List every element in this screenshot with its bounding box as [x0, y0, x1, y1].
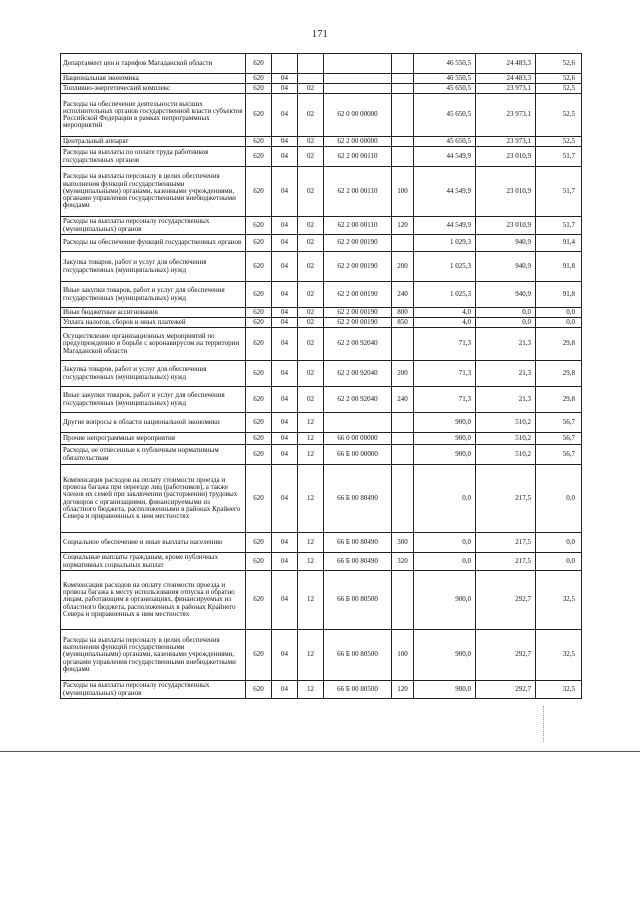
table-row: [61, 252, 582, 282]
cell-subsection-code: 02: [298, 328, 324, 361]
cell-executed-amount: 21,3: [476, 328, 536, 361]
cell-expense-type: [392, 74, 414, 84]
cell-section-code: 04: [272, 318, 298, 328]
table-row: [61, 413, 582, 433]
cell-execution-percent: 52,5: [536, 84, 582, 94]
cell-name: Закупка товаров, работ и услуг для обеспечения государственных (муниципальных) нужд: [61, 361, 246, 387]
cell-target-article: 66 Б 00 00000: [324, 445, 392, 465]
page-bottom-rule: [0, 751, 640, 752]
cell-executed-amount: 510,2: [476, 413, 536, 433]
cell-ministry-code: 620: [246, 235, 272, 252]
cell-section-code: 04: [272, 282, 298, 308]
cell-execution-percent: 29,8: [536, 328, 582, 361]
cell-section-code: 04: [272, 235, 298, 252]
cell-expense-type: 120: [392, 217, 414, 235]
cell-execution-percent: 91,8: [536, 282, 582, 308]
cell-subsection-code: [298, 74, 324, 84]
cell-planned-amount: 46 550,5: [414, 74, 476, 84]
cell-planned-amount: 900,0: [414, 445, 476, 465]
cell-execution-percent: 32,5: [536, 571, 582, 630]
cell-planned-amount: 900,0: [414, 413, 476, 433]
table-row: [61, 282, 582, 308]
cell-section-code: 04: [272, 445, 298, 465]
cell-section-code: 04: [272, 217, 298, 235]
table-row: [61, 387, 582, 413]
cell-execution-percent: 32,5: [536, 630, 582, 681]
cell-planned-amount: 4,0: [414, 308, 476, 318]
cell-execution-percent: 32,5: [536, 681, 582, 699]
cell-target-article: 66 Б 00 80500: [324, 571, 392, 630]
cell-expense-type: 200: [392, 252, 414, 282]
cell-target-article: 62 2 00 00190: [324, 252, 392, 282]
cell-section-code: 04: [272, 433, 298, 445]
table-row: [61, 445, 582, 465]
cell-planned-amount: 45 650,5: [414, 84, 476, 94]
cell-expense-type: [392, 147, 414, 167]
cell-subsection-code: 12: [298, 445, 324, 465]
cell-executed-amount: 940,9: [476, 235, 536, 252]
cell-expense-type: 120: [392, 681, 414, 699]
table-row: [61, 630, 582, 681]
cell-executed-amount: 217,5: [476, 465, 536, 533]
cell-name: Расходы на выплаты по оплате труда работников государственных органов: [61, 147, 246, 167]
cell-section-code: 04: [272, 361, 298, 387]
cell-subsection-code: 12: [298, 553, 324, 571]
cell-ministry-code: 620: [246, 413, 272, 433]
cell-ministry-code: 620: [246, 433, 272, 445]
cell-execution-percent: 29,8: [536, 361, 582, 387]
budget-execution-table: [60, 53, 582, 699]
table-row: [61, 433, 582, 445]
cell-executed-amount: 23 010,9: [476, 147, 536, 167]
cell-section-code: 04: [272, 167, 298, 217]
cell-expense-type: 240: [392, 387, 414, 413]
cell-expense-type: [392, 94, 414, 137]
cell-section-code: 04: [272, 387, 298, 413]
cell-executed-amount: 510,2: [476, 433, 536, 445]
cell-name: Центральный аппарат: [61, 137, 246, 147]
table-row: [61, 681, 582, 699]
cell-target-article: 66 Б 00 80490: [324, 533, 392, 553]
cell-subsection-code: 12: [298, 433, 324, 445]
cell-expense-type: [392, 84, 414, 94]
cell-subsection-code: 02: [298, 147, 324, 167]
cell-target-article: [324, 54, 392, 74]
cell-expense-type: 300: [392, 533, 414, 553]
cell-execution-percent: 0,0: [536, 533, 582, 553]
cell-executed-amount: 23 973,1: [476, 94, 536, 137]
table-row: [61, 84, 582, 94]
cell-name: Расходы на обеспечение деятельности высших исполнительных органов государственной власти субъектов Российской Федерации в рамках непрограммных мероприятий: [61, 94, 246, 137]
cell-target-article: 66 Б 00 80500: [324, 630, 392, 681]
cell-name: Топливно-энергетический комплекс: [61, 84, 246, 94]
cell-ministry-code: 620: [246, 445, 272, 465]
cell-execution-percent: 56,7: [536, 445, 582, 465]
cell-expense-type: [392, 137, 414, 147]
cell-executed-amount: 217,5: [476, 553, 536, 571]
cell-target-article: [324, 74, 392, 84]
cell-subsection-code: 02: [298, 361, 324, 387]
cell-executed-amount: 940,9: [476, 282, 536, 308]
cell-planned-amount: 1 025,3: [414, 282, 476, 308]
cell-planned-amount: 44 549,9: [414, 147, 476, 167]
cell-section-code: 04: [272, 308, 298, 318]
cell-ministry-code: 620: [246, 137, 272, 147]
cell-expense-type: [392, 465, 414, 533]
cell-executed-amount: 0,0: [476, 308, 536, 318]
cell-target-article: 62 2 00 92040: [324, 387, 392, 413]
cell-section-code: 04: [272, 137, 298, 147]
cell-section-code: 04: [272, 413, 298, 433]
cell-section-code: 04: [272, 94, 298, 137]
cell-planned-amount: 45 650,5: [414, 137, 476, 147]
cell-expense-type: [392, 413, 414, 433]
cell-execution-percent: 91,8: [536, 252, 582, 282]
cell-target-article: 62 2 00 00190: [324, 235, 392, 252]
cell-planned-amount: 71,3: [414, 387, 476, 413]
cell-executed-amount: 0,0: [476, 318, 536, 328]
cell-target-article: 62 2 00 92040: [324, 361, 392, 387]
cell-target-article: 62 2 00 00110: [324, 147, 392, 167]
cell-section-code: 04: [272, 553, 298, 571]
cell-execution-percent: 51,7: [536, 217, 582, 235]
cell-name: Расходы на обеспечение функций государственных органов: [61, 235, 246, 252]
cell-executed-amount: 292,7: [476, 571, 536, 630]
cell-planned-amount: 900,0: [414, 681, 476, 699]
cell-subsection-code: 12: [298, 465, 324, 533]
cell-planned-amount: 0,0: [414, 465, 476, 533]
cell-planned-amount: 0,0: [414, 553, 476, 571]
cell-execution-percent: 52,5: [536, 137, 582, 147]
cell-section-code: 04: [272, 147, 298, 167]
cell-ministry-code: 620: [246, 147, 272, 167]
cell-expense-type: [392, 54, 414, 74]
cell-section-code: 04: [272, 533, 298, 553]
cell-executed-amount: 292,7: [476, 681, 536, 699]
cell-target-article: [324, 84, 392, 94]
cell-executed-amount: 217,5: [476, 533, 536, 553]
cell-section-code: 04: [272, 252, 298, 282]
cell-target-article: 66 0 00 00000: [324, 433, 392, 445]
cell-subsection-code: 12: [298, 630, 324, 681]
table-row: [61, 308, 582, 318]
cell-planned-amount: 0,0: [414, 533, 476, 553]
cell-section-code: 04: [272, 74, 298, 84]
cell-planned-amount: 45 650,5: [414, 94, 476, 137]
cell-planned-amount: 71,3: [414, 361, 476, 387]
cell-name: Расходы на выплаты персоналу государственных (муниципальных) органов: [61, 217, 246, 235]
table-row: [61, 361, 582, 387]
cell-execution-percent: 29,8: [536, 387, 582, 413]
cell-subsection-code: 02: [298, 137, 324, 147]
cell-executed-amount: 21,3: [476, 387, 536, 413]
cell-planned-amount: 900,0: [414, 433, 476, 445]
cell-target-article: 62 2 00 00190: [324, 308, 392, 318]
cell-expense-type: 850: [392, 318, 414, 328]
cell-subsection-code: 02: [298, 235, 324, 252]
cell-planned-amount: 71,3: [414, 328, 476, 361]
cell-expense-type: 800: [392, 308, 414, 318]
table-row: [61, 217, 582, 235]
cell-ministry-code: 620: [246, 74, 272, 84]
table-row: [61, 137, 582, 147]
cell-execution-percent: 0,0: [536, 465, 582, 533]
cell-execution-percent: 51,7: [536, 167, 582, 217]
cell-expense-type: 200: [392, 361, 414, 387]
cell-ministry-code: 620: [246, 84, 272, 94]
cell-executed-amount: 510,2: [476, 445, 536, 465]
cell-name: Осуществление организационных мероприятий по предупреждению и борьбе с коронавирусом на территории Магаданской области: [61, 328, 246, 361]
cell-section-code: 04: [272, 328, 298, 361]
table-row: [61, 94, 582, 137]
cell-executed-amount: 23 973,1: [476, 137, 536, 147]
cell-planned-amount: 44 549,9: [414, 217, 476, 235]
cell-ministry-code: 620: [246, 571, 272, 630]
cell-subsection-code: 02: [298, 252, 324, 282]
table-row: [61, 328, 582, 361]
page-number: 171: [312, 29, 328, 40]
cell-planned-amount: 1 029,3: [414, 235, 476, 252]
cell-section-code: 04: [272, 465, 298, 533]
cell-target-article: 62 2 00 00110: [324, 167, 392, 217]
cell-execution-percent: 0,0: [536, 318, 582, 328]
cell-subsection-code: [298, 54, 324, 74]
cell-subsection-code: 12: [298, 533, 324, 553]
cell-name: Иные закупки товаров, работ и услуг для обеспечения государственных (муниципальных) нужд: [61, 282, 246, 308]
cell-planned-amount: 4,0: [414, 318, 476, 328]
cell-name: Иные закупки товаров, работ и услуг для обеспечения государственных (муниципальных) нужд: [61, 387, 246, 413]
cell-execution-percent: 91,4: [536, 235, 582, 252]
cell-name: Национальная экономика: [61, 74, 246, 84]
cell-target-article: 62 2 00 00000: [324, 137, 392, 147]
table-row: [61, 571, 582, 630]
cell-target-article: 62 2 00 00190: [324, 318, 392, 328]
cell-target-article: 66 Б 00 80500: [324, 681, 392, 699]
cell-expense-type: [392, 328, 414, 361]
table-row: [61, 465, 582, 533]
cell-execution-percent: 56,7: [536, 413, 582, 433]
cell-name: Закупка товаров, работ и услуг для обеспечения государственных (муниципальных) нужд: [61, 252, 246, 282]
cell-target-article: 62 2 00 00190: [324, 282, 392, 308]
cell-section-code: 04: [272, 84, 298, 94]
cell-executed-amount: 24 483,3: [476, 54, 536, 74]
cell-expense-type: [392, 571, 414, 630]
cell-target-article: 62 2 00 00110: [324, 217, 392, 235]
cell-planned-amount: 900,0: [414, 571, 476, 630]
cell-ministry-code: 620: [246, 308, 272, 318]
cell-ministry-code: 620: [246, 282, 272, 308]
cell-executed-amount: 292,7: [476, 630, 536, 681]
cell-section-code: [272, 54, 298, 74]
cell-subsection-code: 12: [298, 571, 324, 630]
cell-name: Расходы на выплаты персоналу в целях обеспечения выполнения функций государственными (муниципальными) органами, казенными учреждениями, органами управления государственными внебюджетными фондами: [61, 167, 246, 217]
cell-execution-percent: 0,0: [536, 308, 582, 318]
cell-name: Прочие непрограммные мероприятия: [61, 433, 246, 445]
cell-name: Расходы на выплаты персоналу государственных (муниципальных) органов: [61, 681, 246, 699]
cell-execution-percent: 52,5: [536, 94, 582, 137]
cell-ministry-code: 620: [246, 630, 272, 681]
cell-subsection-code: 02: [298, 387, 324, 413]
cell-ministry-code: 620: [246, 94, 272, 137]
cell-subsection-code: 02: [298, 94, 324, 137]
cell-subsection-code: 02: [298, 308, 324, 318]
cell-subsection-code: 02: [298, 217, 324, 235]
cell-executed-amount: 23 010,9: [476, 217, 536, 235]
cell-execution-percent: 0,0: [536, 553, 582, 571]
cell-name: Социальные выплаты гражданам, кроме публичных нормативных социальных выплат: [61, 553, 246, 571]
cell-planned-amount: 900,0: [414, 630, 476, 681]
cell-name: Департамент цен и тарифов Магаданской области: [61, 54, 246, 74]
table-row: [61, 147, 582, 167]
cell-name: Социальное обеспечение и иные выплаты населению: [61, 533, 246, 553]
cell-execution-percent: 52,6: [536, 54, 582, 74]
cell-executed-amount: 24 483,3: [476, 74, 536, 84]
cell-ministry-code: 620: [246, 167, 272, 217]
table-row: [61, 533, 582, 553]
cell-planned-amount: 44 549,9: [414, 167, 476, 217]
cell-expense-type: 240: [392, 282, 414, 308]
cell-ministry-code: 620: [246, 387, 272, 413]
cell-expense-type: [392, 235, 414, 252]
cell-ministry-code: 620: [246, 328, 272, 361]
cell-expense-type: [392, 445, 414, 465]
cell-ministry-code: 620: [246, 54, 272, 74]
cell-target-article: 66 Б 00 80490: [324, 553, 392, 571]
cell-subsection-code: 02: [298, 282, 324, 308]
cell-execution-percent: 56,7: [536, 433, 582, 445]
cell-name: Компенсация расходов на оплату стоимости проезда и провоза багажа при переезде лиц (работников), а также членов их семей при заключении (расторжении) трудовых договоров с организациями, финансируемыми из областного бюджета, расположенными в районах Крайнего Севера и приравненных к ним местностях: [61, 465, 246, 533]
scan-mark: [543, 706, 545, 742]
cell-subsection-code: 02: [298, 84, 324, 94]
cell-expense-type: 100: [392, 630, 414, 681]
cell-section-code: 04: [272, 571, 298, 630]
cell-executed-amount: 23 973,1: [476, 84, 536, 94]
cell-name: Другие вопросы в области национальной экономики: [61, 413, 246, 433]
cell-ministry-code: 620: [246, 681, 272, 699]
table-row: [61, 74, 582, 84]
cell-executed-amount: 940,9: [476, 252, 536, 282]
cell-subsection-code: 02: [298, 318, 324, 328]
cell-executed-amount: 21,3: [476, 361, 536, 387]
table-row: [61, 54, 582, 74]
cell-execution-percent: 52,6: [536, 74, 582, 84]
cell-target-article: [324, 413, 392, 433]
cell-execution-percent: 51,7: [536, 147, 582, 167]
cell-subsection-code: 12: [298, 413, 324, 433]
cell-section-code: 04: [272, 630, 298, 681]
table-body: [61, 54, 582, 699]
cell-ministry-code: 620: [246, 217, 272, 235]
cell-target-article: 62 0 00 00000: [324, 94, 392, 137]
cell-ministry-code: 620: [246, 361, 272, 387]
cell-planned-amount: 46 550,5: [414, 54, 476, 74]
cell-expense-type: 320: [392, 553, 414, 571]
cell-ministry-code: 620: [246, 533, 272, 553]
cell-ministry-code: 620: [246, 553, 272, 571]
cell-name: Уплата налогов, сборов и иных платежей: [61, 318, 246, 328]
table-row: [61, 167, 582, 217]
cell-planned-amount: 1 025,3: [414, 252, 476, 282]
cell-target-article: 62 2 00 92040: [324, 328, 392, 361]
cell-name: Иные бюджетные ассигнования: [61, 308, 246, 318]
cell-ministry-code: 620: [246, 465, 272, 533]
cell-expense-type: [392, 433, 414, 445]
cell-ministry-code: 620: [246, 318, 272, 328]
table-row: [61, 235, 582, 252]
cell-subsection-code: 02: [298, 167, 324, 217]
cell-target-article: 66 Б 00 80490: [324, 465, 392, 533]
cell-name: Компенсация расходов на оплату стоимости проезда и провоза багажа к месту использования отпуска и обратно лицам, работающим в организациях, финансируемых из областного бюджета, расположенных в районах Крайнего Севера и приравненных к ним местностях: [61, 571, 246, 630]
cell-name: Расходы на выплаты персоналу в целях обеспечения выполнения функций государственными (муниципальными) органами, казенными учреждениями, органами управления государственными внебюджетными фондами: [61, 630, 246, 681]
cell-section-code: 04: [272, 681, 298, 699]
table-row: [61, 318, 582, 328]
cell-expense-type: 100: [392, 167, 414, 217]
table-row: [61, 553, 582, 571]
cell-executed-amount: 23 010,9: [476, 167, 536, 217]
cell-subsection-code: 12: [298, 681, 324, 699]
cell-name: Расходы, не отнесенные к публичным нормативным обязательствам: [61, 445, 246, 465]
cell-ministry-code: 620: [246, 252, 272, 282]
